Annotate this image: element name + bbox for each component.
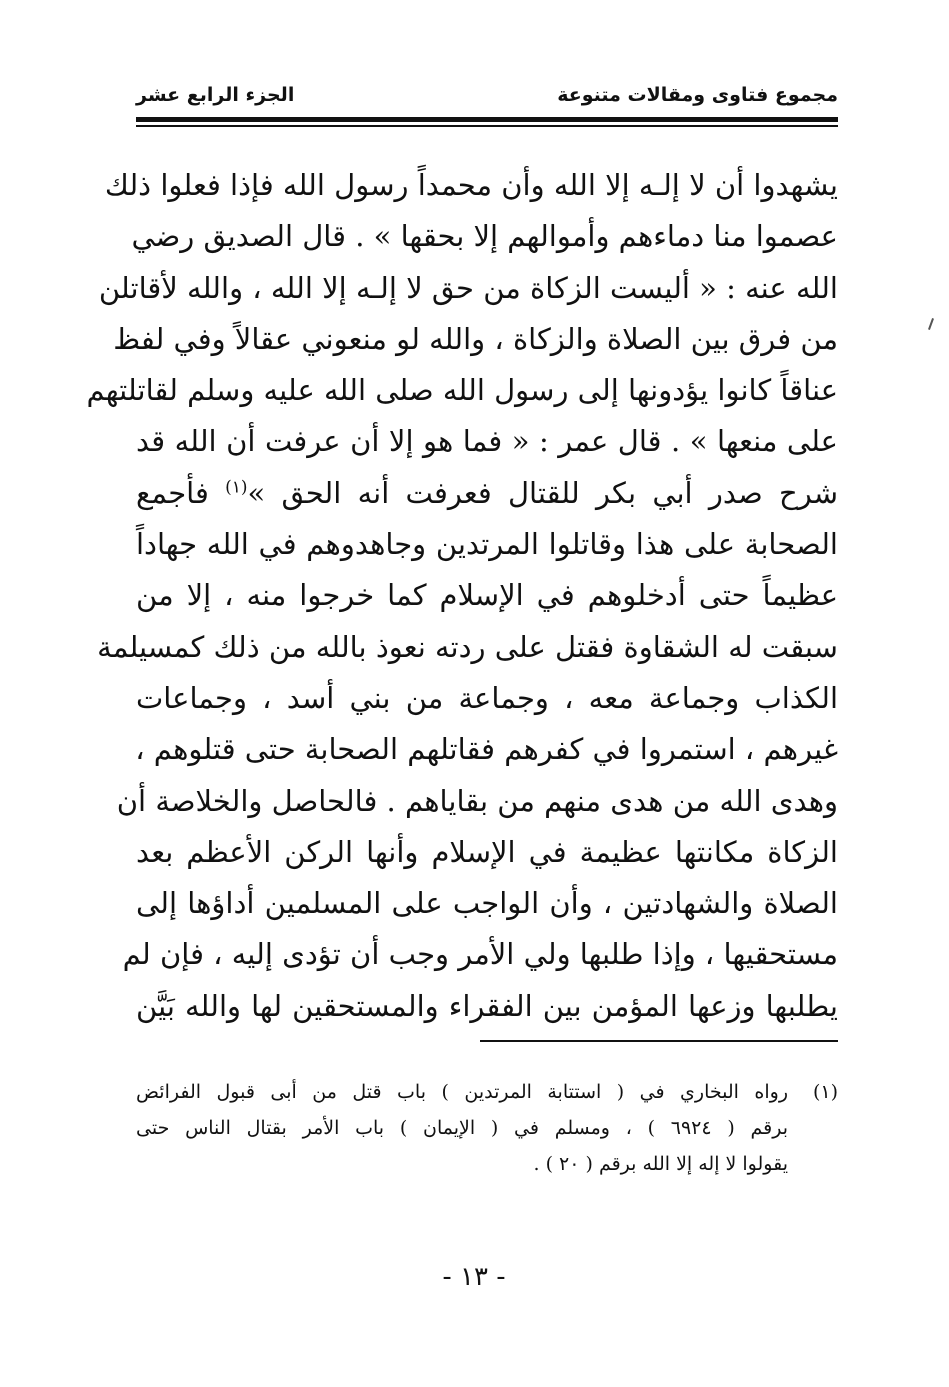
book-title: مجموع فتاوى ومقالات متنوعة [557, 84, 838, 106]
footnote-reference: (١) [225, 477, 248, 498]
header-rule-thin [136, 125, 838, 127]
body-line: وهدى الله من هدى منهم من بقاياهم . فالحاصل والخلاصة أن [116, 783, 838, 818]
footnote-number: (١) [812, 1081, 838, 1103]
body-line: مستحقيها ، وإذا طلبها ولي الأمر وجب أن تؤدى إليه ، فإن لم [122, 937, 838, 972]
running-header [136, 84, 838, 114]
body-line-text: شرح صدر أبي بكر للقتال فعرفت أنه الحق » [247, 475, 838, 510]
body-line-with-footnote [136, 468, 838, 519]
body-text [86, 160, 838, 1032]
footnote [136, 1074, 838, 1182]
footnote-line: يقولوا لا إله إلا الله برقم ( ٢٠ ) . [533, 1153, 788, 1175]
body-line: يطلبها وزعها المؤمن بين الفقراء والمستحقين لها والله بَيَّن [136, 988, 838, 1023]
scan-mark [928, 318, 934, 330]
body-line: من فرق بين الصلاة والزكاة ، والله لو منعوني عقالاً وفي لفظ [113, 321, 838, 356]
footnote-separator [480, 1040, 838, 1042]
body-line: الله عنه : « أليست الزكاة من حق لا إلـه إلا الله ، والله لأقاتلن [98, 270, 838, 305]
footnote-line: برقم ( ٦٩٢٤ ) ، ومسلم في ( الإيمان ) باب الأمر بقتال الناس حتى [136, 1117, 788, 1139]
body-line: الصلاة والشهادتين ، وأن الواجب على المسلمين أداؤها إلى [136, 886, 838, 921]
body-line: الكذاب وجماعة معه ، وجماعة من بني أسد ، وجماعات [136, 680, 838, 715]
volume-label: الجزء الرابع عشر [136, 84, 295, 106]
page-number: - ١٣ - [442, 1262, 506, 1292]
body-line: سبقت له الشقاوة فقتل على ردته نعوذ بالله من ذلك كمسيلمة [97, 629, 838, 664]
body-line: الصحابة على هذا وقاتلوا المرتدين وجاهدوهم في الله جهاداً [136, 527, 838, 562]
body-line: عصموا منا دماءهم وأموالهم إلا بحقها » . قال الصديق رضي [131, 219, 838, 254]
body-line: غيرهم ، استمروا في كفرهم فقاتلهم الصحابة حتى قتلوهم ، [135, 732, 838, 767]
body-line: يشهدوا أن لا إلـه إلا الله وأن محمداً رسول الله فإذا فعلوا ذلك [104, 168, 838, 202]
body-line: عناقاً كانوا يؤدونها إلى رسول الله صلى الله عليه وسلم لقاتلتهم [86, 373, 838, 408]
header-rule-thick [136, 117, 838, 122]
body-line: على منعها » . قال عمر : « فما هو إلا أن عرفت أن الله قد [136, 424, 838, 459]
footnote-line: رواه البخاري في ( استتابة المرتدين ) باب قتل من أبى قبول الفرائض [136, 1081, 788, 1103]
body-line: عظيماً حتى أدخلوهم في الإسلام كما خرجوا منه ، إلا من [136, 578, 838, 613]
body-line: الزكاة مكانتها عظيمة في الإسلام وأنها الركن الأعظم بعد [136, 834, 838, 869]
body-line-tail: فأجمع [136, 475, 209, 510]
footnote-body [136, 1074, 788, 1182]
